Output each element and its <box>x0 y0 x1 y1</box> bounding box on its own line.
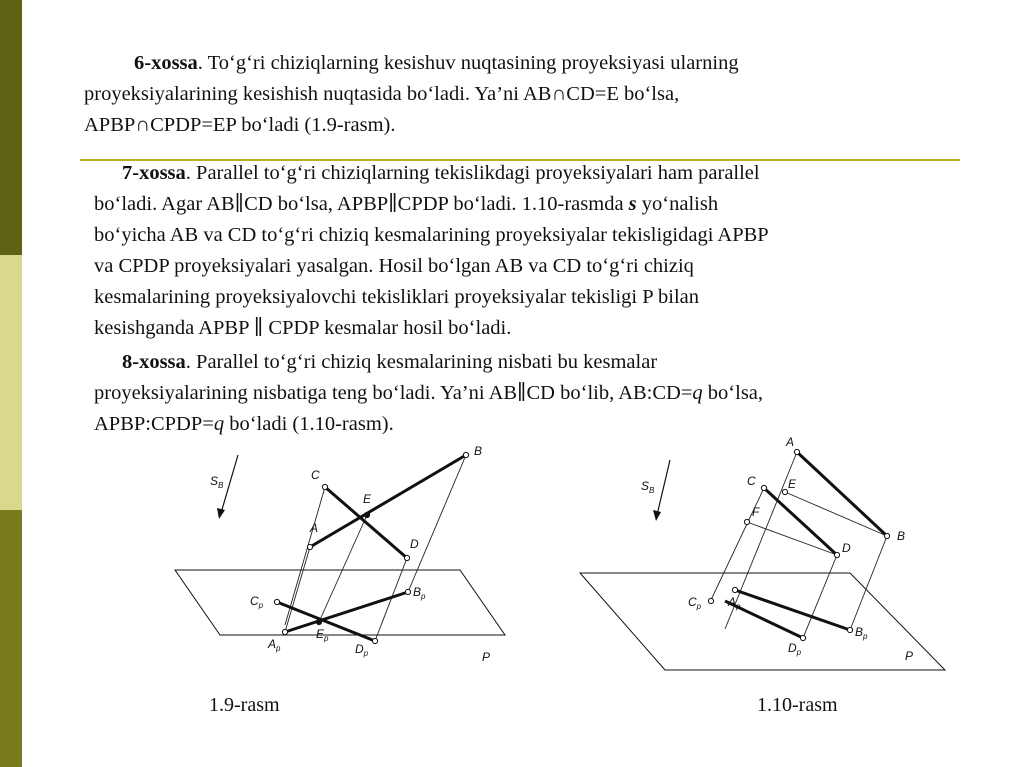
point-ep <box>316 619 321 624</box>
caption-figure-1-10: 1.10-rasm <box>757 694 838 716</box>
figure-1-10-parallel-lines <box>575 430 950 680</box>
projector-b <box>850 536 887 630</box>
label-ap: $A_p$ <box>728 595 741 611</box>
label-dp: $D_p$ <box>788 641 802 657</box>
label-e: E <box>363 492 372 506</box>
label-a: A <box>786 435 795 449</box>
line-fd <box>747 522 837 555</box>
point-a <box>794 449 799 454</box>
figure-1-10-drawing <box>575 430 950 680</box>
left-stripe-olive <box>0 510 22 767</box>
label-d: D <box>410 537 419 551</box>
paragraph-xossa-6: 6-xossa. To‘g‘ri chiziqlarning kesishuv nuqtasining proyeksiyasi ularning proyeksiyalarining kesishish nuqtasida bo‘ladi. Ya’ni AB∩CD=E bo‘lsa, APBP∩CPDP=EP bo‘ladi (1.9-rasm). <box>84 52 739 136</box>
point-d <box>834 552 839 557</box>
left-stripe-dark <box>0 0 22 255</box>
projector-c <box>285 487 325 625</box>
plane-p <box>175 570 505 635</box>
point-bp <box>847 627 852 632</box>
point-a <box>307 544 312 549</box>
point-dp <box>372 638 377 643</box>
figure-1-9-drawing <box>130 435 505 680</box>
segment-ab <box>797 452 887 536</box>
segment-apbp <box>735 590 850 630</box>
caption-figure-1-9: 1.9-rasm <box>209 694 280 716</box>
point-b <box>463 452 468 457</box>
label-c: C <box>747 474 756 488</box>
point-cp <box>274 599 279 604</box>
projector-a <box>285 547 310 632</box>
label-b: B <box>897 529 906 543</box>
label-f: F <box>752 505 760 519</box>
paragraph-xossa-7: 7-xossa. Parallel to‘g‘ri chiziqlarning tekislikdagi proyeksiyalari ham parallel bo‘ladi. Agar AB∥CD bo‘lsa, APBP∥CPDP bo‘ladi. 1.10-rasmda s yo‘nalish bo‘yicha AB va CD to‘g‘ri chiziq kesmalarining proyeksiyalar tekisligidagi APBP va CPDP proyeksiyalari yasalgan. Hosil bo‘lgan AB va CD to‘g‘ri chiziq kesmalarining proyeksiyalovchi tekisliklari proyeksiyalar tekisligi P bilan kesishganda APBP ∥ CPDP kesmalar hosil bo‘ladi. <box>94 162 769 339</box>
point-ap <box>282 629 287 634</box>
point-e <box>364 512 369 517</box>
label-cp: $C_p$ <box>688 595 702 611</box>
label-ep: $E_p$ <box>316 627 329 643</box>
label-cp: $C_p$ <box>250 594 264 610</box>
point-e <box>782 489 787 494</box>
segment-ab <box>310 455 466 547</box>
arrowhead-icon <box>653 510 661 521</box>
point-bp <box>405 589 410 594</box>
projector-b <box>408 455 466 592</box>
label-bp: $B_p$ <box>855 625 868 641</box>
label-s: $S_B$ <box>641 479 655 495</box>
direction-s-arrow <box>221 455 238 513</box>
point-ap <box>732 587 737 592</box>
label-a: A <box>310 521 319 535</box>
label-d: D <box>842 541 851 555</box>
figure-1-9-intersecting-lines <box>130 435 505 680</box>
point-cp <box>708 598 713 603</box>
point-b <box>884 533 889 538</box>
label-p: P <box>905 649 914 663</box>
label-s: $S_B$ <box>210 474 224 490</box>
line-eb <box>785 492 887 536</box>
xossa-6-title: 6-xossa <box>134 52 198 74</box>
direction-s-arrow <box>657 460 670 515</box>
label-p: P <box>482 650 491 664</box>
label-c: C <box>311 468 320 482</box>
label-ap: $A_p$ <box>268 637 281 653</box>
label-e: E <box>788 477 797 491</box>
label-b: B <box>474 444 483 458</box>
point-c <box>322 484 327 489</box>
point-dp <box>800 635 805 640</box>
plane-p <box>580 573 945 670</box>
projector-d <box>803 555 837 638</box>
label-dp: $D_p$ <box>355 642 369 658</box>
point-d <box>404 555 409 560</box>
xossa-7-title: 7-xossa <box>122 162 186 184</box>
arrowhead-icon <box>217 508 225 519</box>
segment-cd <box>764 488 837 555</box>
projector-e <box>319 515 367 622</box>
left-stripe-light <box>0 255 22 510</box>
point-f <box>744 519 749 524</box>
point-c <box>761 485 766 490</box>
xossa-8-title: 8-xossa <box>122 351 186 373</box>
label-bp: $B_p$ <box>413 585 426 601</box>
paragraph-xossa-8: 8-xossa. Parallel to‘g‘ri chiziq kesmalarining nisbati bu kesmalar proyeksiyalarining nisbatiga teng bo‘ladi. Ya’ni AB∥CD bo‘lib, AB:CD=q bo‘lsa, APBP:CPDP=q bo‘ladi (1.10-rasm). <box>94 351 764 435</box>
